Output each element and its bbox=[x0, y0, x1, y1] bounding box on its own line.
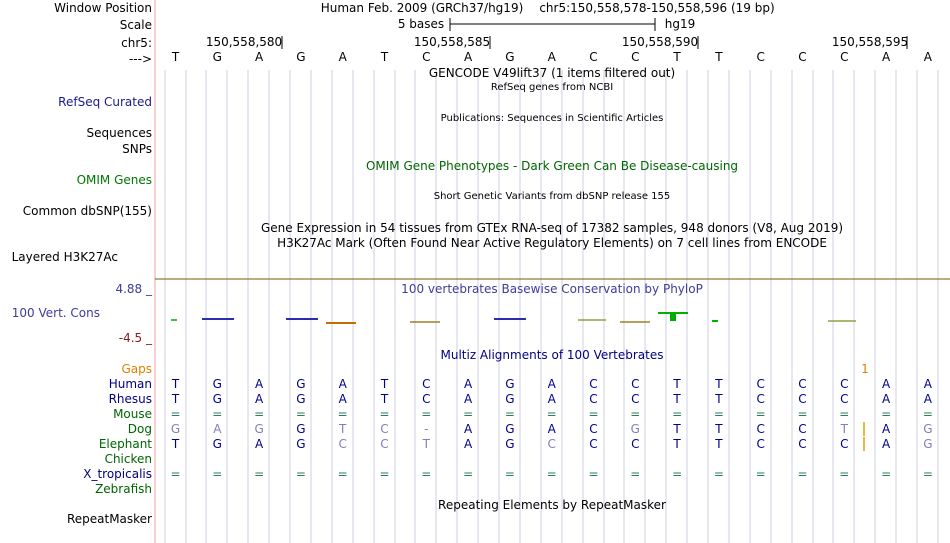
alignment-base: C bbox=[338, 437, 347, 451]
alignment-base: A bbox=[923, 392, 932, 406]
alignment-base: C bbox=[380, 422, 389, 436]
alignment-base: = bbox=[421, 407, 432, 421]
base-letter: A bbox=[547, 50, 556, 64]
alignment-base: = bbox=[295, 467, 306, 481]
scale-label: Scale bbox=[119, 18, 152, 32]
species-label[interactable]: Elephant bbox=[98, 437, 152, 451]
alignment-base: T bbox=[715, 392, 723, 406]
alignment-base: T bbox=[171, 377, 180, 391]
alignment-base: G bbox=[505, 422, 515, 436]
alignment-base: T bbox=[673, 392, 681, 406]
sequences-label[interactable]: Sequences bbox=[86, 126, 152, 140]
alignment-base: A bbox=[463, 422, 473, 436]
base-letter: C bbox=[756, 50, 765, 64]
alignment-base: A bbox=[254, 377, 264, 391]
alignment-base: G bbox=[254, 422, 264, 436]
h3k27ac-track-title[interactable]: H3K27Ac Mark (Often Found Near Active Regulatory Elements) on 7 cell lines from ENCODE bbox=[277, 236, 827, 250]
alignment-base: A bbox=[338, 377, 347, 391]
species-label[interactable]: X_tropicalis bbox=[83, 467, 152, 481]
alignment-base: C bbox=[798, 437, 807, 451]
conservation-min-label: -4.5 _ bbox=[118, 331, 152, 345]
alignment-base: C bbox=[422, 377, 431, 391]
alignment-base: C bbox=[756, 392, 765, 406]
publications-track-title[interactable]: Publications: Sequences in Scientific Articles bbox=[440, 113, 664, 124]
chromosome-label: chr5: bbox=[121, 36, 152, 50]
repeatmasker-label[interactable]: RepeatMasker bbox=[66, 512, 152, 526]
alignment-base: = bbox=[337, 467, 348, 481]
alignment-base: G bbox=[505, 377, 515, 391]
alignment-base: = bbox=[713, 407, 724, 421]
alignment-base: G bbox=[630, 422, 640, 436]
alignment-base: A bbox=[338, 392, 347, 406]
omim-genes-label[interactable]: OMIM Genes bbox=[76, 173, 152, 187]
alignment-base: C bbox=[756, 422, 765, 436]
base-letter: A bbox=[254, 50, 264, 64]
alignment-base: C bbox=[589, 392, 598, 406]
alignment-base: = bbox=[922, 407, 933, 421]
alignment-base: = bbox=[212, 467, 223, 481]
alignment-base: = bbox=[379, 467, 390, 481]
base-letter: A bbox=[881, 50, 891, 64]
species-label[interactable]: Dog bbox=[127, 422, 152, 436]
alignment-base: T bbox=[171, 392, 180, 406]
alignment-base: C bbox=[589, 377, 598, 391]
base-letter: T bbox=[673, 50, 681, 64]
alignment-base: = bbox=[254, 407, 265, 421]
alignment-base: A bbox=[463, 437, 473, 451]
alignment-base: G bbox=[505, 437, 515, 451]
snps-label[interactable]: SNPs bbox=[122, 142, 152, 156]
alignment-base: T bbox=[840, 422, 848, 436]
alignment-base: T bbox=[715, 377, 723, 391]
ruler-label: 150,558,585 bbox=[413, 35, 491, 49]
dbsnp-track-title[interactable]: Short Genetic Variants from dbSNP release 155 bbox=[433, 191, 671, 202]
alignment-base: C bbox=[840, 392, 849, 406]
alignment-base: A bbox=[881, 377, 891, 391]
alignment-base: = bbox=[630, 467, 641, 481]
alignment-base: C bbox=[380, 437, 389, 451]
alignment-base: = bbox=[630, 407, 641, 421]
position-text: chr5:150,558,578-150,558,596 (19 bp) bbox=[539, 1, 775, 15]
alignment-base: C bbox=[756, 437, 765, 451]
alignment-base: G bbox=[212, 437, 222, 451]
alignment-base: G bbox=[170, 422, 181, 436]
alignment-base: A bbox=[254, 392, 264, 406]
alignment-base: = bbox=[922, 467, 933, 481]
alignment-base: = bbox=[546, 467, 557, 481]
species-label[interactable]: Human bbox=[108, 377, 152, 391]
window-position-label: Window Position bbox=[54, 1, 152, 15]
alignment-base: G bbox=[296, 392, 306, 406]
alignment-base: A bbox=[463, 377, 473, 391]
alignment-base: A bbox=[547, 392, 556, 406]
base-letter: G bbox=[505, 50, 515, 64]
alignment-base: = bbox=[713, 467, 724, 481]
base-letter: G bbox=[296, 50, 306, 64]
gap-count-mark: 1 bbox=[861, 362, 869, 376]
alignment-base: C bbox=[798, 422, 807, 436]
alignment-base: C bbox=[798, 377, 807, 391]
base-letter: C bbox=[422, 50, 431, 64]
base-letter: T bbox=[715, 50, 723, 64]
vert-cons-label[interactable]: 100 Vert. Cons bbox=[11, 306, 100, 320]
assembly-text: Human Feb. 2009 (GRCh37/hg19) bbox=[320, 1, 524, 15]
alignment-base: A bbox=[881, 392, 891, 406]
species-label[interactable]: Chicken bbox=[104, 452, 152, 466]
alignment-base: A bbox=[881, 437, 891, 451]
base-letter: A bbox=[338, 50, 347, 64]
alignment-base: = bbox=[797, 467, 808, 481]
alignment-base: = bbox=[839, 407, 850, 421]
alignment-base: C bbox=[756, 377, 765, 391]
alignment-base: A bbox=[254, 437, 264, 451]
alignment-base: C bbox=[631, 392, 640, 406]
alignment-base: = bbox=[797, 407, 808, 421]
alignment-base: A bbox=[547, 422, 556, 436]
conservation-max-label: 4.88 _ bbox=[115, 282, 152, 296]
alignment-base: = bbox=[504, 467, 515, 481]
alignment-base: C bbox=[422, 392, 431, 406]
base-letter: A bbox=[923, 50, 932, 64]
repeatmasker-track-title[interactable]: Repeating Elements by RepeatMasker bbox=[438, 498, 666, 512]
alignment-base: C bbox=[798, 392, 807, 406]
alignment-base: T bbox=[422, 437, 430, 451]
refseq-curated-label[interactable]: RefSeq Curated bbox=[58, 95, 152, 109]
species-label[interactable]: Mouse bbox=[113, 407, 152, 421]
base-letter: C bbox=[798, 50, 807, 64]
alignment-base: = bbox=[463, 407, 474, 421]
base-letter: G bbox=[212, 50, 222, 64]
multiz-track-title[interactable]: Multiz Alignments of 100 Vertebrates bbox=[440, 348, 664, 362]
alignment-base: = bbox=[212, 407, 223, 421]
alignment-base: = bbox=[463, 467, 474, 481]
alignment-base: G bbox=[296, 437, 306, 451]
alignment-base: T bbox=[380, 377, 389, 391]
alignment-base: C bbox=[589, 437, 598, 451]
alignment-base: = bbox=[379, 407, 390, 421]
alignment-base: A bbox=[923, 377, 932, 391]
strand-arrow-label: ---> bbox=[128, 52, 152, 66]
conservation-peak-mark bbox=[670, 312, 676, 321]
base-letter: C bbox=[589, 50, 598, 64]
alignment-base: = bbox=[672, 467, 683, 481]
alignment-base: C bbox=[631, 377, 640, 391]
alignment-base: = bbox=[254, 467, 265, 481]
gencode-track-title[interactable]: GENCODE V49lift37 (1 items filtered out) bbox=[428, 66, 676, 80]
alignment-base: = bbox=[170, 407, 181, 421]
omim-track-title[interactable]: OMIM Gene Phenotypes - Dark Green Can Be Disease-causing bbox=[365, 159, 739, 173]
base-letter: T bbox=[380, 50, 389, 64]
phylop-track-title[interactable]: 100 vertebrates Basewise Conservation by PhyloP bbox=[401, 282, 703, 296]
common-dbsnp-label[interactable]: Common dbSNP(155) bbox=[22, 204, 152, 218]
alignment-base: G bbox=[296, 422, 306, 436]
alignment-base: G bbox=[212, 392, 222, 406]
alignment-base: T bbox=[380, 392, 389, 406]
alignment-base: T bbox=[673, 437, 681, 451]
alignment-base: C bbox=[589, 422, 598, 436]
alignment-base: C bbox=[547, 437, 556, 451]
alignment-base: = bbox=[295, 407, 306, 421]
db-name-text: hg19 bbox=[664, 17, 696, 31]
base-letter: C bbox=[631, 50, 640, 64]
alignment-base: A bbox=[547, 377, 556, 391]
base-letter: A bbox=[463, 50, 473, 64]
alignment-base: = bbox=[755, 467, 766, 481]
alignment-base: = bbox=[672, 407, 683, 421]
base-letter: T bbox=[171, 50, 180, 64]
alignment-base: T bbox=[171, 437, 180, 451]
gtex-track-title[interactable]: Gene Expression in 54 tissues from GTEx RNA-seq of 17382 samples, 948 donors (V8, Aug 2019) bbox=[260, 221, 844, 235]
alignment-base: = bbox=[881, 407, 892, 421]
alignment-base: = bbox=[881, 467, 892, 481]
alignment-base: T bbox=[673, 377, 681, 391]
alignment-base: G bbox=[212, 377, 222, 391]
alignment-base: A bbox=[881, 422, 891, 436]
alignment-base: T bbox=[715, 422, 723, 436]
alignment-base: = bbox=[588, 407, 599, 421]
ruler-label: 150,558,590 bbox=[621, 35, 699, 49]
alignment-base: - bbox=[424, 422, 429, 436]
refseq-track-title[interactable]: RefSeq genes from NCBI bbox=[490, 82, 614, 93]
scale-bases-text: 5 bases bbox=[397, 17, 445, 31]
species-label[interactable]: Rhesus bbox=[108, 392, 152, 406]
alignment-base: G bbox=[505, 392, 515, 406]
alignment-base: = bbox=[755, 407, 766, 421]
alignment-base: G bbox=[923, 437, 933, 451]
alignment-base: = bbox=[839, 467, 850, 481]
alignment-base: = bbox=[337, 407, 348, 421]
alignment-base: A bbox=[463, 392, 473, 406]
alignment-base: A bbox=[213, 422, 222, 436]
base-letter: C bbox=[840, 50, 849, 64]
species-label[interactable]: Zebrafish bbox=[95, 482, 152, 496]
alignment-base: C bbox=[840, 377, 849, 391]
gaps-label[interactable]: Gaps bbox=[121, 362, 152, 376]
alignment-base: G bbox=[923, 422, 933, 436]
alignment-base: = bbox=[504, 407, 515, 421]
alignment-base: = bbox=[546, 407, 557, 421]
alignment-base: G bbox=[296, 377, 306, 391]
ruler-label: 150,558,580 bbox=[205, 35, 283, 49]
alignment-base: = bbox=[421, 467, 432, 481]
alignment-base: = bbox=[170, 467, 181, 481]
alignment-base: C bbox=[840, 437, 849, 451]
alignment-base: T bbox=[715, 437, 723, 451]
layered-h3k27ac-label[interactable]: Layered H3K27Ac bbox=[11, 250, 118, 264]
alignment-base: T bbox=[339, 422, 347, 436]
alignment-base: T bbox=[673, 422, 681, 436]
alignment-base: C bbox=[631, 437, 640, 451]
ruler-label: 150,558,595 bbox=[831, 35, 909, 49]
alignment-base: = bbox=[588, 467, 599, 481]
